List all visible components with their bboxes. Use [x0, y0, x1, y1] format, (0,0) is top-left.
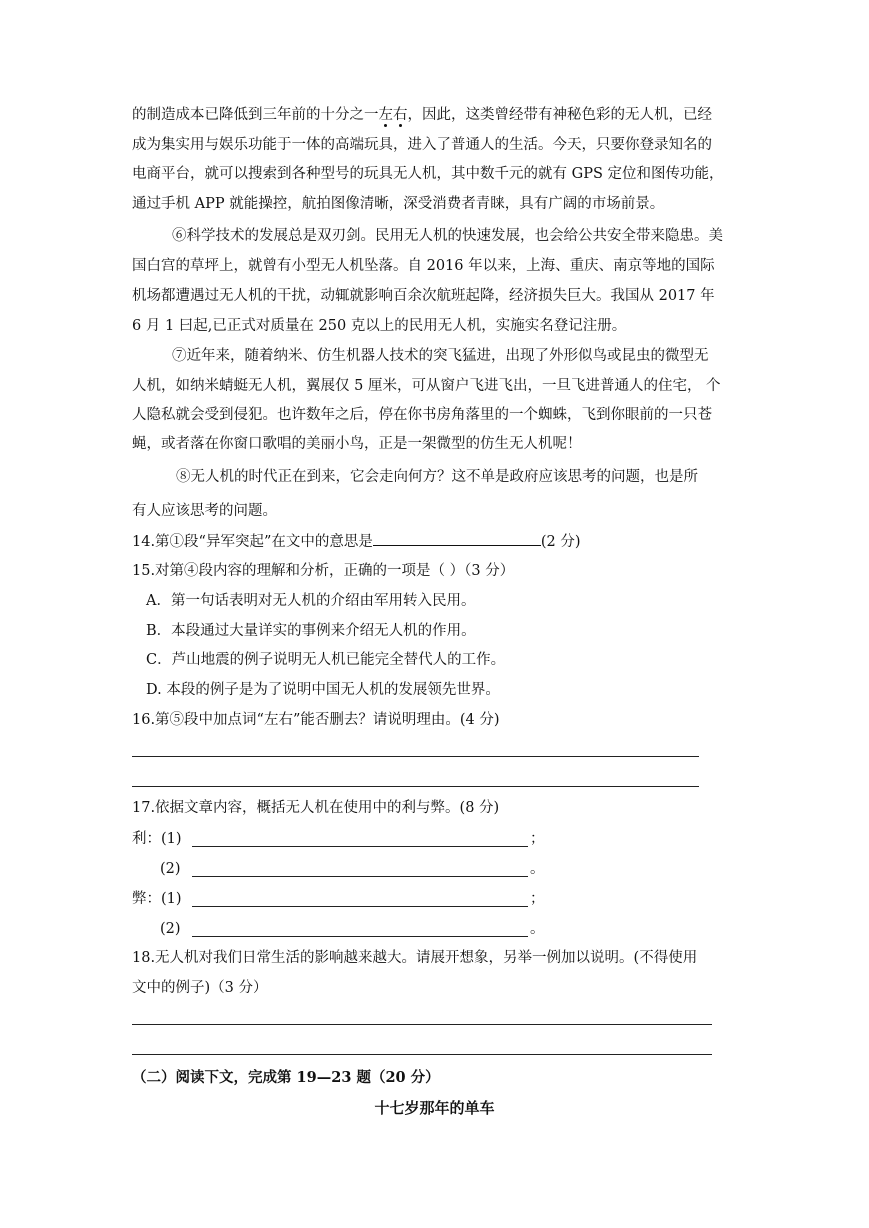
paragraph5-line2: 成为集实用与娱乐功能于一体的高端玩具，进入了普通人的生活。今天，只要你登录知名的	[132, 137, 712, 153]
dotted-word-zuo: 左	[378, 107, 393, 123]
question-17: 17.依据文章内容，概括无人机在使用中的利与弊。(8 分)	[132, 800, 500, 816]
question-15: 15.对第④段内容的理解和分析，正确的一项是（ ）（3 分）	[132, 563, 515, 579]
option-c: C．芦山地震的例子说明无人机已能完全替代人的工作。	[146, 652, 506, 668]
semicolon-mark: ；	[530, 891, 545, 907]
article-title: 十七岁那年的单车	[374, 1099, 495, 1117]
section-heading: （二）阅读下文，完成第 19—23 题（20 分）	[132, 1069, 440, 1086]
answer-line-16-1[interactable]	[132, 756, 699, 757]
paragraph7-line4: 蝇，或者落在你窗口歌唱的美丽小鸟，正是一架微型的仿生无人机呢！	[132, 436, 582, 452]
option-b: B．本段通过大量详实的事例来介绍无人机的作用。	[146, 623, 476, 639]
paragraph5-line1: 的制造成本已降低到三年前的十分之一左右，因此，这类曾经带有神秘色彩的无人机，已经	[132, 107, 712, 123]
paragraph6-line2: 国白宫的草坪上，就曾有小型无人机坠落。自 2016 年以来，上海、重庆、南京等地的国际	[132, 258, 715, 274]
paragraph5-line4: 通过手机 APP 就能操控，航拍图像清晰，深受消费者青睐，具有广阔的市场前景。	[132, 196, 665, 212]
question-18-line2: 文中的例子)（3 分）	[132, 980, 268, 996]
paragraph6-line1: ⑥科学技术的发展总是双刃剑。民用无人机的快速发展，也会给公共安全带来隐患。美	[172, 228, 723, 244]
paragraph6-line3: 机场都遭遇过无人机的干扰，动辄就影响百余次航班起降，经济损失巨大。我国从 2017 年	[132, 288, 715, 304]
question-16: 16.第⑤段中加点词“左右”能否删去？请说明理由。(4 分)	[132, 712, 500, 728]
paragraph7-line1: ⑦近年来，随着纳米、仿生机器人技术的突飞猛进，出现了外形似鸟或昆虫的微型无	[172, 348, 709, 364]
option-d: D. 本段的例子是为了说明中国无人机的发展领先世界。	[146, 682, 500, 698]
answer-line-18-1[interactable]	[132, 1024, 712, 1025]
option-a: A．第一句话表明对无人机的介绍由军用转入民用。	[146, 593, 476, 609]
paragraph7-line3: 人隐私就会受到侵犯。也许数年之后，停在你书房角落里的一个蜘蛛，飞到你眼前的一只苍	[132, 407, 712, 423]
paragraph8-line1: ⑧无人机的时代正在到来，它会走向何方？这不单是政府应该思考的问题，也是所	[176, 469, 698, 485]
paragraph7-line2: 人机，如纳米蜻蜓无人机，翼展仅 5 厘米，可从窗户飞进飞出，一旦飞进普通人的住宅， 个	[132, 378, 721, 394]
question-18-line1: 18.无人机对我们日常生活的影响越来越大。请展开想象，另举一例加以说明。(不得使用	[132, 950, 698, 966]
paragraph6-line4: 6 月 1 曰起,已正式对质量在 250 克以上的民用无人机，实施实名登记注册。	[132, 318, 627, 334]
answer-line-17-li-2[interactable]	[192, 876, 528, 877]
answer-line-17-bi-2[interactable]	[192, 936, 528, 937]
paragraph8-line2: 有人应该思考的问题。	[132, 503, 277, 519]
answer-line-17-bi-1[interactable]	[192, 906, 528, 907]
question-14: 14.第①段“异军突起”在文中的意思是 (2 分)	[132, 531, 581, 552]
period-mark: 。	[530, 921, 545, 937]
answer-line-18-2[interactable]	[132, 1054, 712, 1055]
q17-li-label-2: (2)	[160, 861, 181, 877]
answer-line-17-li-1[interactable]	[192, 846, 528, 847]
period-mark: 。	[530, 861, 545, 877]
q17-bi-label-1: 弊：(1)	[132, 891, 182, 907]
dotted-word-you: 右	[393, 107, 408, 123]
semicolon-mark: ；	[530, 831, 545, 847]
q17-li-label-1: 利：(1)	[132, 831, 182, 847]
paragraph5-line3: 电商平台，就可以搜索到各种型号的玩具无人机，其中数千元的就有 GPS 定位和图传功能，	[132, 166, 724, 182]
answer-blank-14[interactable]	[373, 531, 541, 546]
q17-bi-label-2: (2)	[160, 921, 181, 937]
answer-line-16-2[interactable]	[132, 786, 699, 787]
